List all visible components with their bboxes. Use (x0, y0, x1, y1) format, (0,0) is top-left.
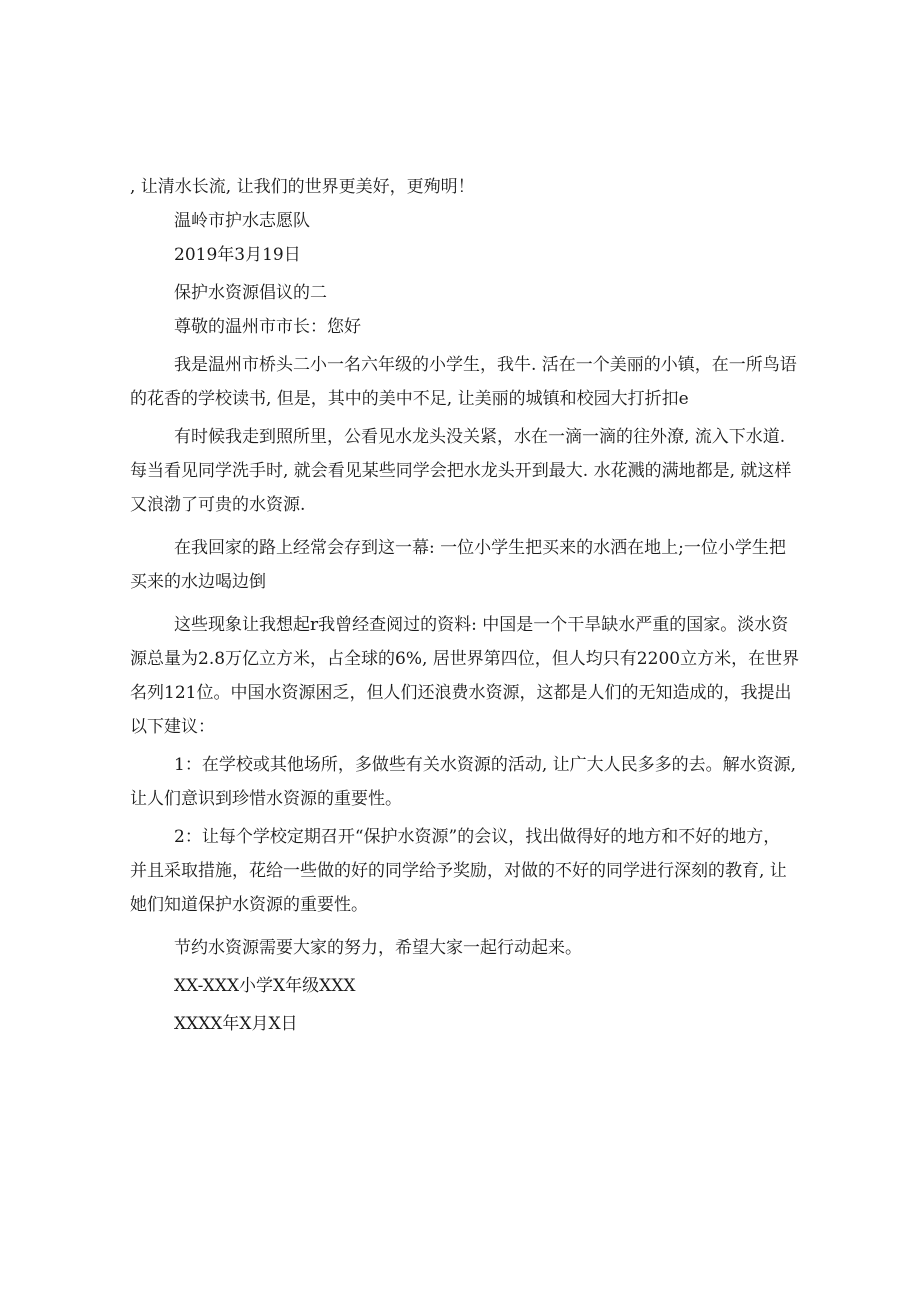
salutation: 尊敬的温州市市长：您好 (174, 317, 361, 337)
paragraph-line: 以下建议： (130, 717, 215, 737)
paragraph-line: 的花香的学校读书, 但是，其中的美中不足, 让美丽的城镇和校园大打折扣e (130, 389, 689, 409)
paragraph-line: 在我回家的路上经常会存到这一幕: 一位小学生把买来的水洒在地上;一位小学生把 (174, 538, 786, 558)
paragraph-line: 名列121位。中国水资源困乏，但人们还浪费水资源，这都是人们的无知造成的，我提出 (130, 683, 792, 703)
signature-organization: 温岭市护水志愿队 (174, 211, 310, 231)
signature-date-placeholder: XXXX年X月X日 (174, 1014, 298, 1034)
closing-paragraph: 节约水资源需要大家的努力，希望大家一起行动起来。 (174, 938, 582, 958)
document-body (130, 170, 800, 1041)
paragraph-line: 有时候我走到照所里，公看见水龙头没关紧，水在一滴一滴的往外潦, 流入下水道. (174, 427, 786, 447)
section-title: 保护水资源倡议的二 (174, 283, 327, 303)
paragraph-line: 买来的水边喝边倒 (130, 572, 266, 592)
suggestion-1-line: 让人们意识到珍惜水资源的重要性。 (130, 789, 402, 809)
signature-name: XX-XXX小学X年级XXX (174, 976, 356, 996)
suggestion-2-line: 并且采取措施，花给一些做的好的同学给予奖励，对做的不好的同学进行深刻的教育, 让 (130, 861, 787, 881)
paragraph-line: 又浪渤了可贵的水资源. (130, 495, 306, 515)
paragraph-line: 每当看见同学洗手时, 就会看见某些同学会把水龙头开到最大. 水花溅的满地都是, 就这样 (130, 461, 792, 481)
paragraph-line: 这些现象让我想起r我曾经查阅过的资料: 中国是一个干旱缺水严重的国家。淡水资 (174, 615, 789, 635)
closing-line: , 让清水长流, 让我们的世界更美好，更殉明！ (130, 177, 475, 197)
paragraph-line: 我是温州市桥头二小一名六年级的小学生，我牛. 活在一个美丽的小镇，在一所鸟语 (174, 355, 797, 375)
suggestion-2-line: 她们知道保护水资源的重要性。 (130, 895, 368, 915)
suggestion-1-line: 1：在学校或其他场所，多做些有关水资源的活动, 让广大人民多多的去。解水资源, (174, 755, 797, 775)
signature-date: 2019年3月19日 (174, 245, 301, 265)
paragraph-line: 源总量为2.8万亿立方米，占全球的6%, 居世界第四位，但人均只有2200立方米，在世界 (130, 649, 800, 669)
suggestion-2-line: 2：让每个学校定期召开“保护水资源”的会议，找出做得好的地方和不好的地方， (174, 827, 781, 847)
